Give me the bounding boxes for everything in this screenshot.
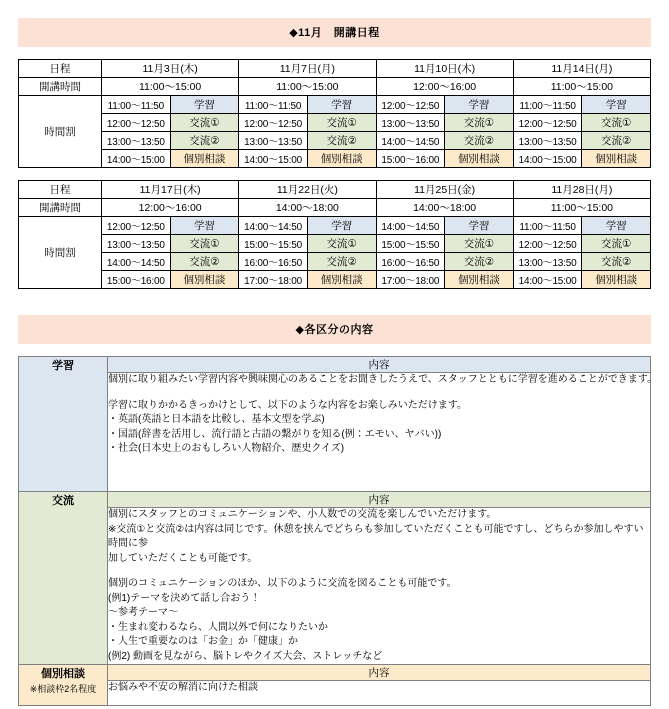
table-row-slot-2-0 <box>19 217 651 235</box>
slot-name: 学習 <box>307 96 376 114</box>
table-row-slot-1-3 <box>19 150 651 168</box>
slot-time: 15:00〜16:00 <box>376 150 445 168</box>
slot-name: 学習 <box>170 217 239 235</box>
slot-time: 14:00〜14:50 <box>239 217 308 235</box>
table-row-category-exchange-header <box>19 492 651 508</box>
table-row-slot-2-1 <box>19 235 651 253</box>
slot-time: 14:00〜14:50 <box>376 217 445 235</box>
date-header-cell: 11月22日(火) <box>239 181 376 199</box>
date-header-cell: 11月3日(木) <box>102 60 239 78</box>
open-time-cell: 11:00〜15:00 <box>513 78 650 96</box>
slot-name: 交流① <box>445 235 514 253</box>
table-row-category-study-body <box>19 373 651 492</box>
body-line: 学習に取りかかるきっかけとして、以下のような内容をお楽しみいただけます。 <box>108 399 467 411</box>
slot-name: 交流② <box>170 132 239 150</box>
table-row-open-time-2 <box>19 199 651 217</box>
open-time-cell: 14:00〜18:00 <box>239 199 376 217</box>
table-row-slot-2-2 <box>19 253 651 271</box>
content-column-header: 内容 <box>108 357 651 373</box>
body-line: ・人生で重要なのは「お金」か「健康」か <box>108 636 298 647</box>
date-header-cell: 11月28日(月) <box>513 181 650 199</box>
body-line: 個別に取り組みたい学習内容や興味関心のあることをお聞きしたうえで、スタッフとともに学習を進めることができます。 <box>108 374 657 385</box>
slot-time: 14:00〜15:00 <box>239 150 308 168</box>
slot-name: 交流① <box>170 235 239 253</box>
spacer-after-banner-1 <box>0 47 669 59</box>
table-row-slot-1-2 <box>19 132 651 150</box>
slot-time: 13:00〜13:50 <box>376 114 445 132</box>
table-row-category-study-header <box>19 357 651 373</box>
open-time-cell: 11:00〜15:00 <box>513 199 650 217</box>
slot-name: 個別相談 <box>307 150 376 168</box>
slot-time: 11:00〜11:50 <box>102 96 171 114</box>
body-line: お悩みや不安の解消に向けた相談 <box>108 682 258 693</box>
category-label-consultation <box>19 665 108 706</box>
table-row-slot-1-1 <box>19 114 651 132</box>
slot-time: 15:00〜16:00 <box>102 271 171 289</box>
body-line: ・社会(日本史上のおもしろい人物紹介、歴史クイズ) <box>108 443 345 454</box>
category-label-study <box>19 357 108 492</box>
slot-name: 個別相談 <box>445 271 514 289</box>
category-body-study <box>108 373 657 492</box>
body-line: ・生まれ変わるなら、人間以外で何になりたいか <box>108 621 328 633</box>
slot-time: 17:00〜18:00 <box>239 271 308 289</box>
schedule-table-2-wrap <box>18 180 651 289</box>
slot-time: 12:00〜12:50 <box>513 114 582 132</box>
row-header-open-time: 開講時間 <box>19 78 102 96</box>
spacer-after-banner-2 <box>0 344 669 356</box>
category-body-consultation <box>108 681 651 706</box>
slot-time: 13:00〜13:50 <box>239 132 308 150</box>
date-header-cell: 11月17日(木) <box>102 181 239 199</box>
schedule-table-1-wrap <box>18 59 651 168</box>
slot-time: 16:00〜16:50 <box>239 253 308 271</box>
slot-name: 交流② <box>582 132 651 150</box>
section-banner-content: ◆各区分の内容 <box>18 315 651 344</box>
row-header-date: 日程 <box>19 60 102 78</box>
slot-time: 12:00〜12:50 <box>513 235 582 253</box>
row-header-timetable: 時間割 <box>19 217 102 289</box>
slot-time: 12:00〜12:50 <box>102 217 171 235</box>
body-line: 個別にスタッフとのコミュニケーションや、小人数での交流を楽しんでいただけます。 <box>108 509 497 520</box>
schedule-table-1-body <box>19 60 651 168</box>
table-row-date-2 <box>19 181 651 199</box>
body-line: 〜参考テーマ〜 <box>108 607 178 618</box>
spacer-between-schedule-tables <box>0 168 669 180</box>
row-header-date: 日程 <box>19 181 102 199</box>
slot-name: 交流② <box>307 253 376 271</box>
slot-name: 交流① <box>307 235 376 253</box>
body-line: ・国語(辞書を活用し、流行語と古語の繋がりを知る(例：エモい、ヤバい)) <box>108 428 442 440</box>
date-header-cell: 11月25日(金) <box>376 181 513 199</box>
slot-time: 11:00〜11:50 <box>513 96 582 114</box>
slot-name: 交流② <box>170 253 239 271</box>
slot-name: 交流① <box>170 114 239 132</box>
open-time-cell: 12:00〜16:00 <box>376 78 513 96</box>
slot-time: 14:00〜14:50 <box>376 132 445 150</box>
top-spacer <box>0 0 669 18</box>
slot-name: 個別相談 <box>170 150 239 168</box>
slot-name: 学習 <box>307 217 376 235</box>
content-table-body <box>19 357 657 706</box>
date-header-cell: 11月14日(月) <box>513 60 650 78</box>
slot-name: 交流② <box>582 253 651 271</box>
schedule-table-2 <box>18 180 651 289</box>
slot-name: 交流① <box>582 235 651 253</box>
table-row-category-consultation-header <box>19 665 651 681</box>
row-header-open-time: 開講時間 <box>19 199 102 217</box>
slot-time: 12:00〜12:50 <box>239 114 308 132</box>
table-row-category-exchange-body <box>19 508 651 665</box>
slot-name: 個別相談 <box>170 271 239 289</box>
slot-time: 14:00〜14:50 <box>102 253 171 271</box>
row-header-timetable: 時間割 <box>19 96 102 168</box>
body-line: (例2) 動画を見ながら、脳トレやクイズ大会、ストレッチなど <box>108 650 383 662</box>
category-label-text: 交流 <box>52 495 74 507</box>
slot-name: 交流② <box>307 132 376 150</box>
category-label-text: 個別相談 <box>41 668 85 680</box>
date-header-cell: 11月10日(木) <box>376 60 513 78</box>
slot-time: 13:00〜13:50 <box>513 132 582 150</box>
slot-name: 交流② <box>445 253 514 271</box>
open-time-cell: 11:00〜15:00 <box>102 78 239 96</box>
slot-time: 14:00〜15:00 <box>102 150 171 168</box>
category-label-exchange <box>19 492 108 665</box>
slot-name: 交流① <box>307 114 376 132</box>
slot-time: 14:00〜15:00 <box>513 271 582 289</box>
body-line-blank <box>108 566 650 577</box>
spacer-before-section2 <box>0 289 669 315</box>
body-line: 個別のコミュニケーションのほか、以下のように交流を図ることも可能です。 <box>108 578 457 589</box>
slot-time: 17:00〜18:00 <box>376 271 445 289</box>
slot-time: 13:00〜13:50 <box>513 253 582 271</box>
slot-name: 交流① <box>445 114 514 132</box>
table-row-open-time-1 <box>19 78 651 96</box>
body-line: ・英語(英語と日本語を比較し、基本文型を学ぶ) <box>108 414 325 425</box>
body-line-blank <box>108 388 650 399</box>
slot-time: 11:00〜11:50 <box>513 217 582 235</box>
slot-time: 16:00〜16:50 <box>376 253 445 271</box>
open-time-cell: 12:00〜16:00 <box>102 199 239 217</box>
slot-name: 学習 <box>582 96 651 114</box>
slot-time: 15:00〜15:50 <box>376 235 445 253</box>
open-time-cell: 11:00〜15:00 <box>239 78 376 96</box>
slot-name: 交流② <box>445 132 514 150</box>
slot-time: 13:00〜13:50 <box>102 132 171 150</box>
table-row-slot-1-0 <box>19 96 651 114</box>
category-label-text: 学習 <box>52 360 74 372</box>
slot-time: 15:00〜15:50 <box>239 235 308 253</box>
table-row-slot-2-3 <box>19 271 651 289</box>
slot-name: 個別相談 <box>445 150 514 168</box>
open-time-cell: 14:00〜18:00 <box>376 199 513 217</box>
slot-name: 個別相談 <box>582 271 651 289</box>
slot-time: 12:00〜12:50 <box>102 114 171 132</box>
content-table-wrap <box>18 356 657 706</box>
schedule-table-2-body <box>19 181 651 289</box>
slot-time: 12:00〜12:50 <box>376 96 445 114</box>
body-line: (例1)テーマを決めて話し合おう！ <box>108 592 261 604</box>
slot-name: 個別相談 <box>582 150 651 168</box>
section-banner-schedule: ◆11月 開講日程 <box>18 18 651 47</box>
category-label-subtext: ※相談枠2名程度 <box>29 684 97 694</box>
schedule-table-1 <box>18 59 651 168</box>
slot-name: 学習 <box>582 217 651 235</box>
slot-name: 交流① <box>582 114 651 132</box>
slot-time: 13:00〜13:50 <box>102 235 171 253</box>
category-body-exchange <box>108 508 651 665</box>
table-row-date-1 <box>19 60 651 78</box>
date-header-cell: 11月7日(月) <box>239 60 376 78</box>
content-column-header: 内容 <box>108 492 651 508</box>
slot-name: 学習 <box>445 96 514 114</box>
body-line: 加していただくことも可能です。 <box>108 552 258 564</box>
table-row-category-consultation-body <box>19 681 651 706</box>
slot-time: 14:00〜15:00 <box>513 150 582 168</box>
slot-name: 学習 <box>445 217 514 235</box>
content-table <box>18 356 657 706</box>
slot-name: 学習 <box>170 96 239 114</box>
content-column-header: 内容 <box>108 665 651 681</box>
body-line: ※交流①と交流②は内容は同じです。休憩を挟んでどちらも参加していただくことも可能ですし、どちらか参加しやすい時間に参 <box>108 523 644 549</box>
slot-time: 11:00〜11:50 <box>239 96 308 114</box>
slot-name: 個別相談 <box>307 271 376 289</box>
